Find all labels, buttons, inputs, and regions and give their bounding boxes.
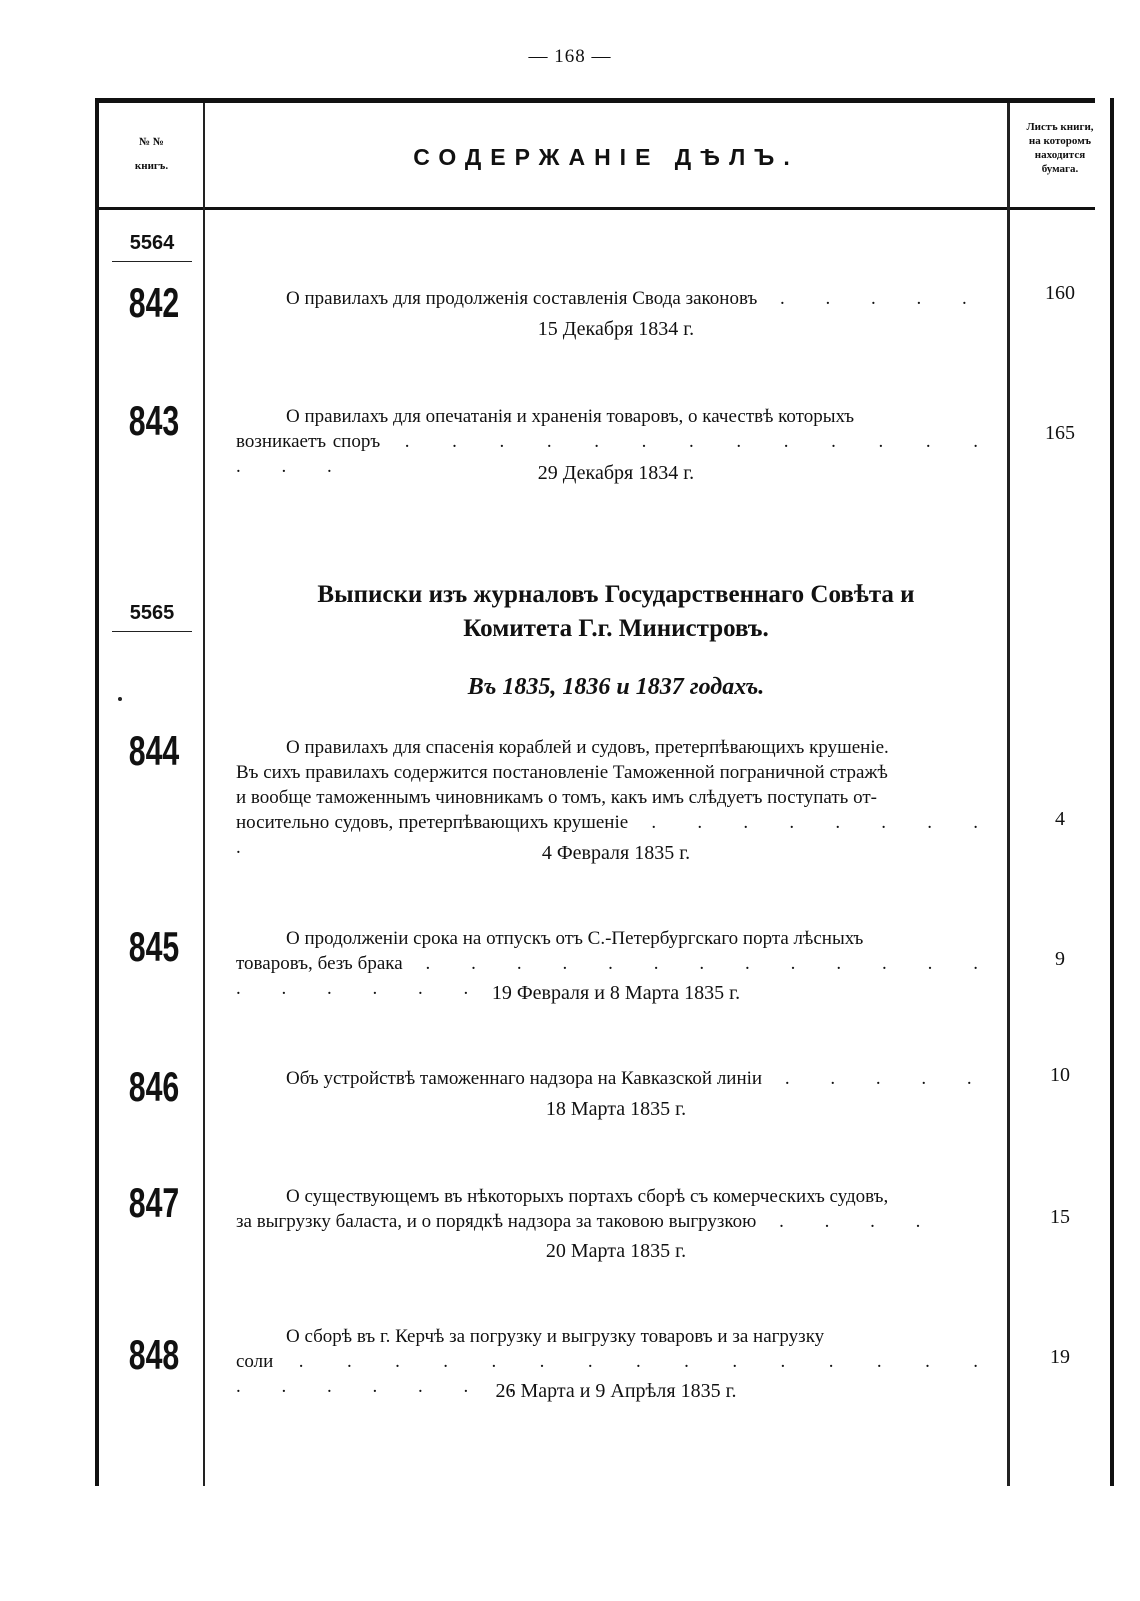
entry-sheet: 9 (1055, 948, 1065, 970)
column-divider-number (203, 103, 205, 1486)
entry-line: О правилахъ для продолженія составленія Свода законовъ (286, 288, 758, 309)
header-content: СОДЕРЖАНІЕ ДѢЛЪ. (413, 144, 799, 170)
header-sheet-line1: Листъ книги, (1026, 121, 1094, 133)
entry-line: О существующемъ въ нѣкоторыхъ портахъ сборѣ съ комерческихъ судовъ, (286, 1186, 889, 1207)
entry-date: 20 Марта 1835 г. (545, 1240, 687, 1262)
entry-sheet: 165 (1045, 422, 1075, 444)
entry-text: О правилахъ для продолженія составленія Свода законовъ . . . . . (286, 288, 985, 309)
header-book-number (100, 130, 203, 178)
entry-sheet: 4 (1055, 808, 1065, 830)
entry-line: товаровъ, безъ брака (236, 953, 403, 974)
entry-number: 842 (128, 279, 180, 326)
section-subtitle: Въ 1835, 1836 и 1837 годахъ. (467, 674, 765, 700)
entry-line: О сборѣ въ г. Керчѣ за погрузку и выгрузку товаровъ и за нагрузку (286, 1326, 825, 1347)
entry-line: носительно судовъ, претерпѣвающихъ крушеніе (236, 812, 629, 833)
entry-sheet: 19 (1050, 1346, 1070, 1368)
entry-line: О правилахъ для спасенія кораблей и судовъ, претерпѣвающихъ крушеніе. (286, 737, 889, 758)
entry-number: 846 (128, 1063, 180, 1110)
volume-number: 5564 (112, 232, 192, 262)
entry-date: 29 Декабря 1834 г. (537, 462, 695, 484)
section-title (236, 578, 996, 646)
entry-number: 844 (128, 727, 180, 774)
entry-line: за выгрузку баласта, и о порядкѣ надзора за таковою выгрузкою (236, 1211, 757, 1232)
entry-line: О продолженіи срока на отпускъ отъ С.-Петербургскаго порта лѣсныхъ (286, 928, 864, 949)
volume-number: 5565 (112, 602, 192, 632)
header-sheet (1010, 120, 1110, 176)
entry-line: возникаетъ споръ (236, 431, 381, 452)
column-divider-sheet (1007, 103, 1010, 1486)
entry-sheet: 15 (1050, 1206, 1070, 1228)
entry-date: 26 Марта и 9 Апрѣля 1835 г. (495, 1380, 737, 1402)
entry-line: и вообще таможеннымъ чиновникамъ о томъ, какъ имъ слѣдуетъ поступать от- (236, 787, 877, 808)
entry-text: О существующемъ въ нѣкоторыхъ портахъ сборѣ съ комерческихъ судовъ, за выгрузку баласта, и о порядкѣ надзора за таковою выгрузкою . . . . (236, 1186, 939, 1232)
entry-date: 4 Февраля 1835 г. (541, 842, 691, 864)
table-left-rule (95, 98, 99, 1486)
section-title-line1: Выписки изъ журналовъ Государственнаго Совѣта и (317, 581, 915, 608)
table-right-rule (1110, 98, 1114, 1486)
margin-dot (118, 697, 122, 701)
entry-line: Въ сихъ правилахъ содержится постановленіе Таможенной пограничной стражѣ (236, 762, 888, 783)
entry-number: 847 (128, 1179, 180, 1226)
entry-text: О правилахъ для спасенія кораблей и судовъ, претерпѣвающихъ крушеніе. Въ сихъ правилахъ содержится постановленіе Таможенной пограничной стражѣ и вообще таможеннымъ чиновникамъ о томъ, какъ имъ слѣдуетъ поступать от- носительно судовъ, претерпѣвающихъ крушеніе . . . . . . . . . (236, 737, 997, 858)
table-header-rule (95, 207, 1095, 210)
entry-text: О правилахъ для опечатанія и храненія товаровъ, о качествѣ которыхъ возникаетъ споръ . . . . . . . . . . . . . . . . (236, 406, 997, 477)
entry-number: 845 (128, 923, 180, 970)
entry-sheet: 10 (1050, 1064, 1070, 1086)
entry-text: О сборѣ въ г. Керчѣ за погрузку и выгрузку товаровъ и за нагрузку соли . . . . . . . . . . . . . . . . . . . . . . (236, 1326, 996, 1397)
entry-sheet: 160 (1045, 282, 1075, 304)
entry-line: Объ устройствѣ таможеннаго надзора на Кавказской линіи (286, 1068, 763, 1089)
header-book-number-line2: книгъ. (134, 160, 169, 172)
entry-line: О правилахъ для опечатанія и храненія товаровъ, о качествѣ которыхъ (286, 406, 855, 427)
entry-line: соли (236, 1351, 274, 1372)
entry-number: 843 (128, 397, 180, 444)
entry-date: 19 Февраля и 8 Марта 1835 г. (491, 982, 741, 1004)
page-number: — 168 — (528, 46, 612, 67)
header-sheet-line3: находится (1034, 149, 1086, 161)
entry-text: Объ устройствѣ таможеннаго надзора на Кавказской линіи . . . . . (286, 1068, 990, 1089)
section-title-line2: Комитета Г.г. Министровъ. (463, 615, 769, 642)
header-sheet-line2: на которомъ (1028, 135, 1092, 147)
entry-number: 848 (128, 1331, 180, 1378)
entry-date: 18 Марта 1835 г. (545, 1098, 687, 1120)
table-top-rule (95, 98, 1095, 103)
header-sheet-line4: бумага. (1041, 163, 1079, 175)
entry-text: О продолженіи срока на отпускъ отъ С.-Петербургскаго порта лѣсныхъ товаровъ, безъ брака . . . . . . . . . . . . . . . . . . . (236, 928, 997, 999)
header-book-number-line1: № № (139, 136, 164, 148)
entry-date: 15 Декабря 1834 г. (537, 318, 695, 340)
